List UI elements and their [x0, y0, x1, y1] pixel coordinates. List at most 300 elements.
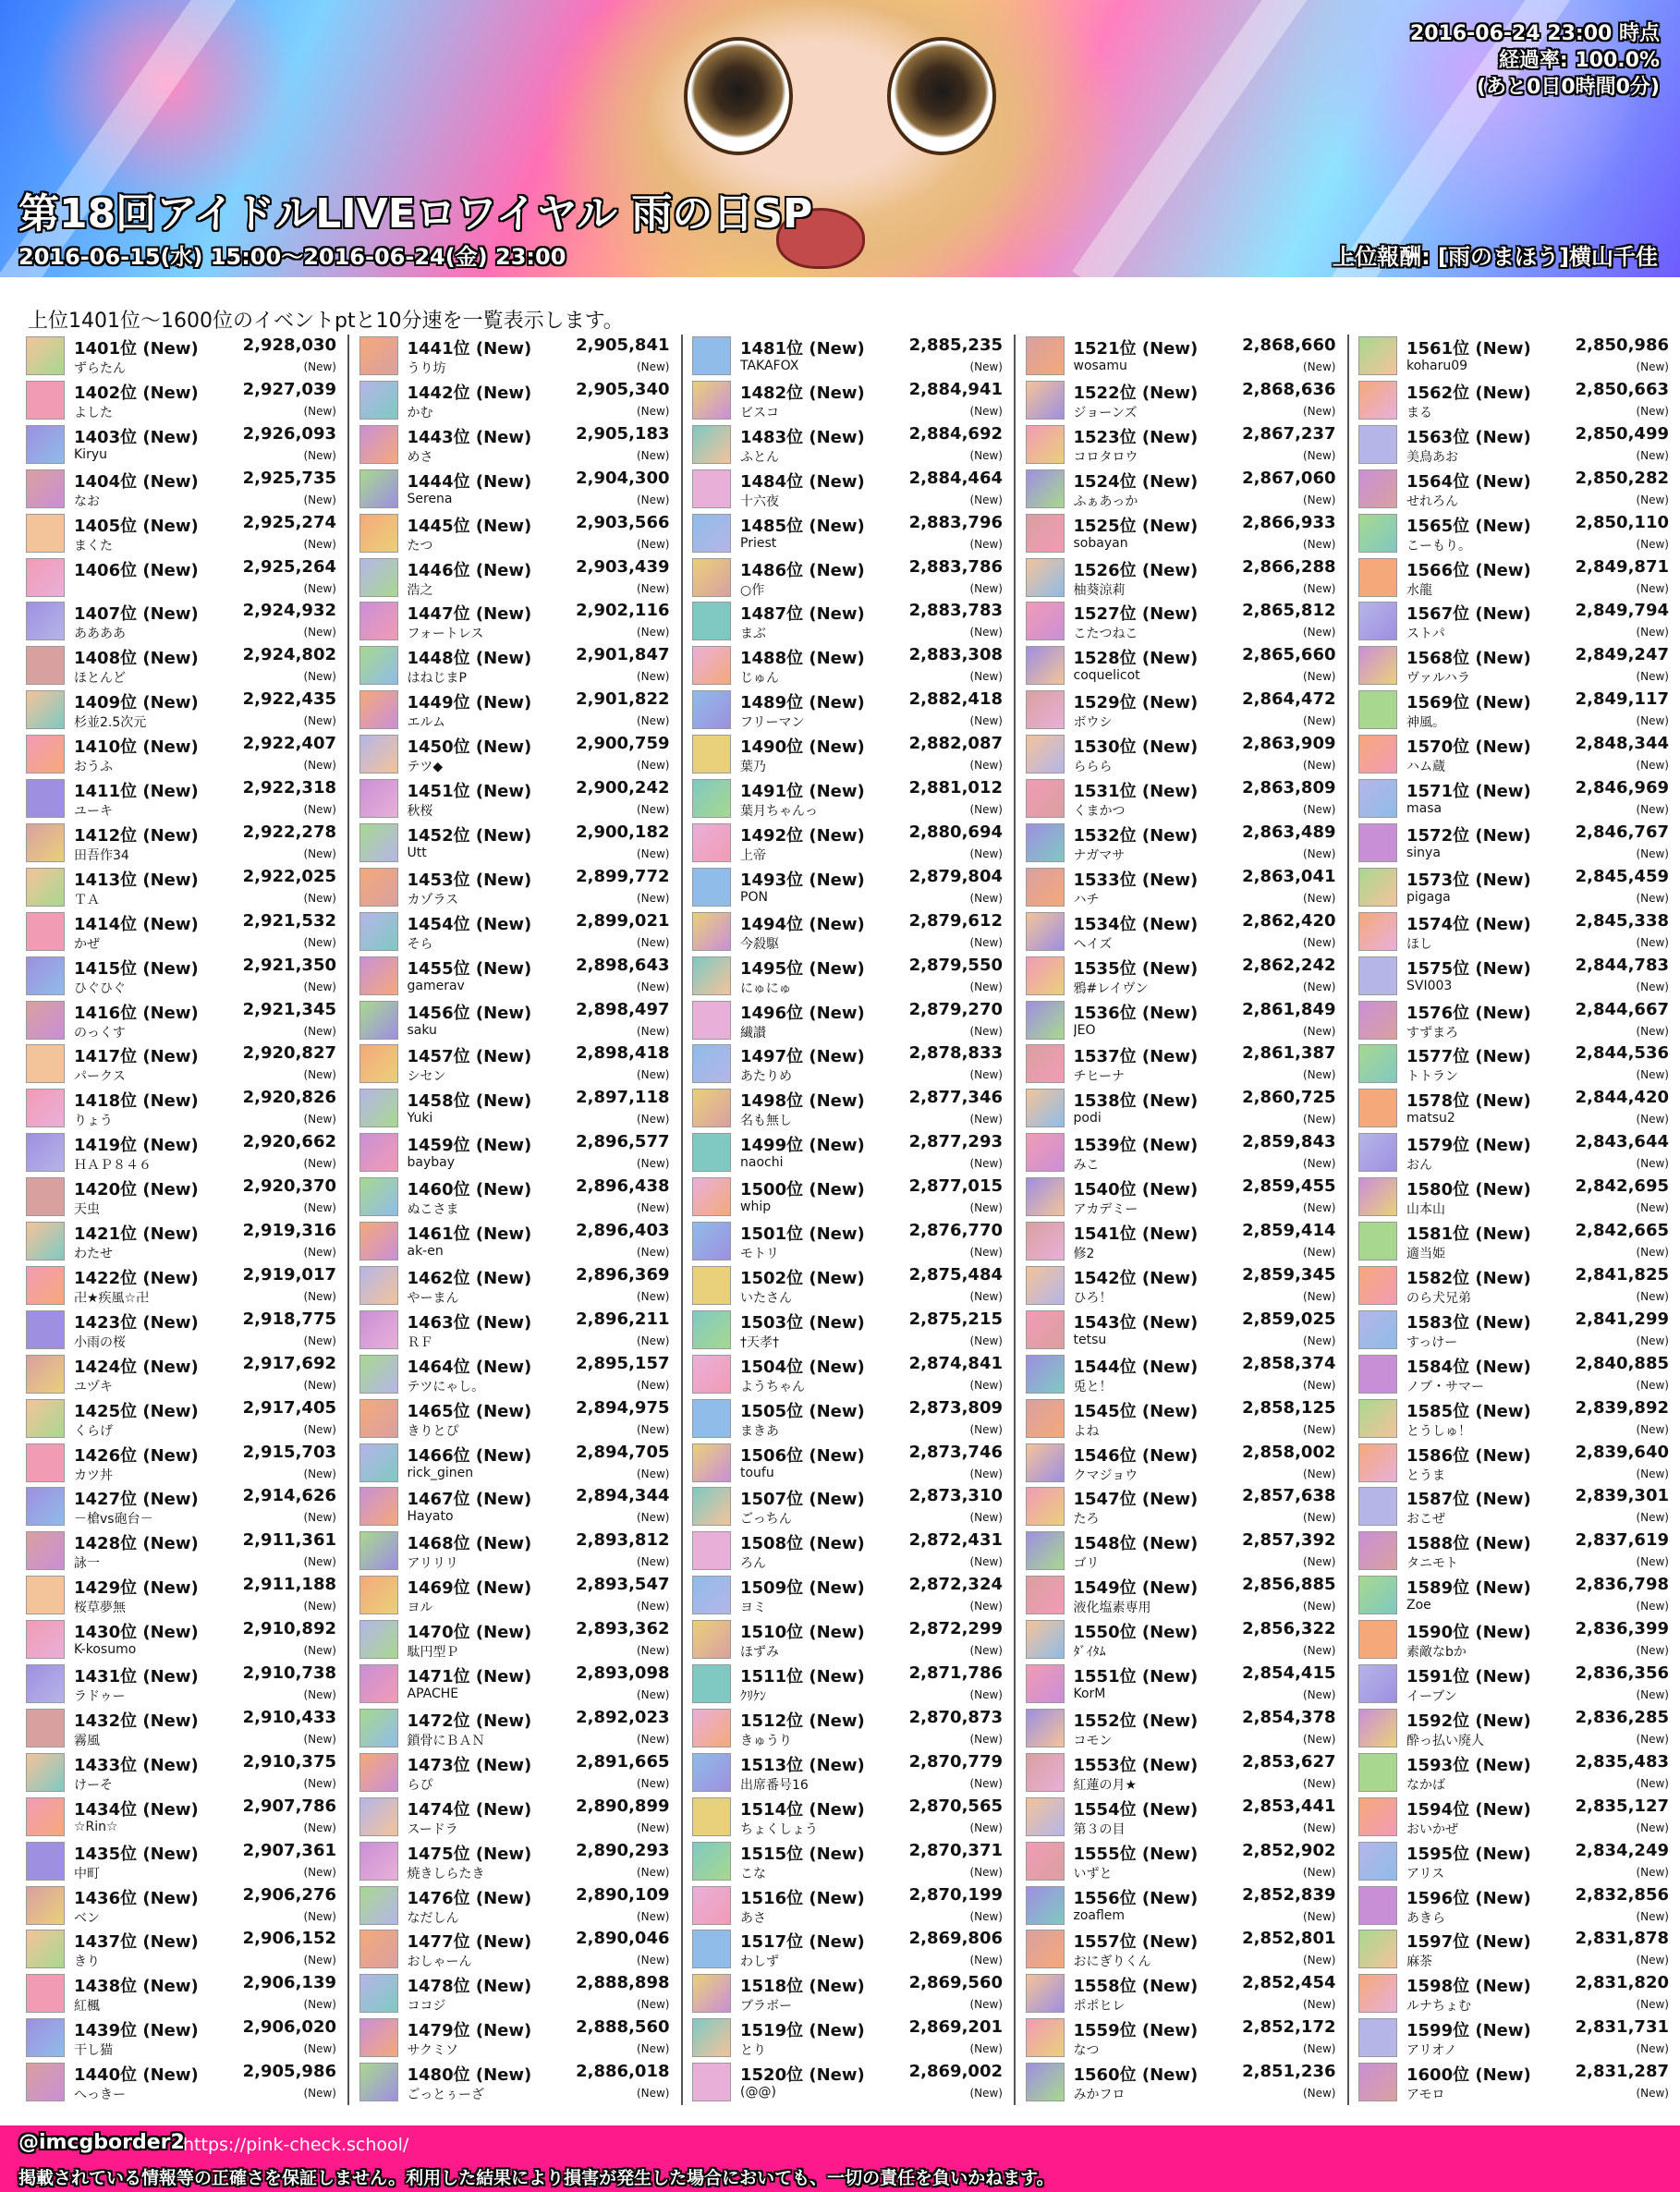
ranking-entry	[1355, 1442, 1674, 1486]
ranking-entry	[356, 423, 676, 468]
entry-points: 2,921,345	[242, 999, 336, 1019]
entry-points: 2,879,804	[908, 866, 1003, 886]
player-avatar	[692, 1443, 731, 1482]
entry-rank: 1426位 (New)	[74, 1445, 199, 1466]
entry-rank: 1540位 (New)	[1073, 1180, 1199, 1200]
entry-points: 2,914,626	[242, 1486, 336, 1506]
ranking-column	[22, 335, 342, 2105]
event-period: 2016-06-15(水) 15:00～2016-06-24(金) 23:00	[18, 244, 566, 270]
entry-points: 2,875,215	[908, 1309, 1003, 1329]
entry-rank: 1506位 (New)	[740, 1445, 865, 1466]
ranking-entry	[688, 733, 1008, 777]
ranking-entry	[356, 1397, 676, 1442]
player-avatar	[692, 646, 731, 685]
player-avatar	[1358, 1664, 1397, 1703]
ranking-entry	[1355, 335, 1674, 379]
player-name: なお	[74, 493, 100, 509]
entry-points: 2,857,638	[1242, 1486, 1336, 1506]
player-name: ＨＡＰ８４６	[74, 1158, 152, 1174]
entry-points: 2,890,109	[576, 1884, 670, 1905]
ranking-entry	[356, 1175, 676, 1220]
entry-rank: 1442位 (New)	[407, 383, 532, 403]
entry-rank: 1472位 (New)	[407, 1711, 532, 1731]
ranking-entry	[1355, 1087, 1674, 1131]
entry-points: 2,900,182	[576, 822, 670, 842]
ranking-entry	[22, 1751, 342, 1796]
entry-speed: (New)	[636, 360, 670, 373]
entry-speed: (New)	[1636, 714, 1669, 728]
player-name: 鎖骨にＢＡＮ	[407, 1733, 485, 1748]
player-avatar	[359, 1797, 398, 1836]
player-name: 第３の目	[1073, 1821, 1126, 1837]
entry-rank: 1583位 (New)	[1406, 1312, 1531, 1333]
entry-rank: 1435位 (New)	[74, 1844, 199, 1864]
ranking-entry	[1022, 777, 1342, 822]
entry-points: 2,869,806	[908, 1929, 1003, 1949]
player-avatar	[26, 1487, 65, 1526]
player-name: whip	[740, 1200, 772, 1215]
entry-speed: (New)	[1636, 493, 1669, 506]
entry-points: 2,865,660	[1242, 645, 1336, 665]
entry-speed: (New)	[303, 891, 336, 905]
player-name: クマジョウ	[1073, 1467, 1138, 1483]
entry-speed: (New)	[303, 1732, 336, 1746]
entry-rank: 1512位 (New)	[740, 1711, 865, 1731]
entry-speed: (New)	[1636, 1422, 1669, 1436]
entry-speed: (New)	[969, 1289, 1003, 1303]
entry-rank: 1589位 (New)	[1406, 1578, 1531, 1599]
player-name: coquelicot	[1073, 668, 1140, 684]
entry-rank: 1425位 (New)	[74, 1401, 199, 1421]
ranking-entry	[1022, 1884, 1342, 1929]
player-name: いたさん	[740, 1290, 792, 1306]
entry-rank: 1586位 (New)	[1406, 1445, 1531, 1466]
entry-speed: (New)	[1302, 1776, 1336, 1790]
entry-speed: (New)	[636, 1378, 670, 1392]
player-avatar	[359, 1974, 398, 2013]
entry-points: 2,850,663	[1575, 379, 1669, 399]
player-name: サクミソ	[407, 2043, 458, 2059]
entry-rank: 1420位 (New)	[74, 1180, 199, 1200]
player-name: 名も無し	[740, 1114, 792, 1129]
player-name: ベン	[74, 1910, 100, 1926]
entry-rank: 1529位 (New)	[1073, 693, 1199, 713]
entry-speed: (New)	[1636, 1511, 1669, 1525]
player-name: zoaflem	[1073, 1907, 1126, 1923]
ranking-columns	[22, 335, 1669, 2105]
entry-speed: (New)	[1636, 1821, 1669, 1834]
player-avatar	[359, 868, 398, 907]
entry-speed: (New)	[969, 1821, 1003, 1834]
ranking-entry	[1355, 2016, 1674, 2061]
ranking-entry	[22, 822, 342, 866]
entry-rank: 1570位 (New)	[1406, 737, 1531, 758]
entry-speed: (New)	[636, 1201, 670, 1215]
player-name: とうしゅ！	[1406, 1423, 1471, 1439]
ranking-entry	[688, 512, 1008, 556]
player-name: コモン	[1073, 1733, 1113, 1748]
player-avatar	[1026, 646, 1065, 685]
entry-points: 2,900,242	[576, 778, 670, 798]
player-avatar	[1026, 1620, 1065, 1659]
entry-rank: 1505位 (New)	[740, 1401, 865, 1421]
ranking-entry	[1355, 379, 1674, 423]
entry-rank: 1526位 (New)	[1073, 560, 1199, 580]
player-name: まる	[1406, 405, 1432, 420]
player-name: JEO	[1073, 1022, 1096, 1038]
player-avatar	[26, 1177, 65, 1216]
ranking-entry	[1355, 688, 1674, 733]
ranking-entry	[1355, 1662, 1674, 1707]
entry-points: 2,839,892	[1575, 1397, 1669, 1418]
entry-rank: 1518位 (New)	[740, 1977, 865, 1997]
player-name: ユーキ	[74, 804, 113, 819]
ranking-entry	[1022, 1042, 1342, 1087]
entry-rank: 1439位 (New)	[74, 2021, 199, 2041]
player-avatar	[359, 1487, 398, 1526]
entry-speed: (New)	[636, 537, 670, 551]
entry-rank: 1548位 (New)	[1073, 1534, 1199, 1554]
entry-points: 2,870,199	[908, 1884, 1003, 1905]
ranking-entry	[22, 379, 342, 423]
entry-speed: (New)	[1302, 1246, 1336, 1259]
entry-speed: (New)	[303, 846, 336, 860]
ranking-entry	[22, 2016, 342, 2061]
ranking-entry	[356, 1618, 676, 1662]
entry-points: 2,882,087	[908, 734, 1003, 754]
player-name: おこぜ	[1406, 1512, 1445, 1528]
entry-rank: 1410位 (New)	[74, 737, 199, 758]
ranking-entry	[22, 1397, 342, 1442]
entry-speed: (New)	[1302, 714, 1336, 728]
entry-rank: 1547位 (New)	[1073, 1490, 1199, 1510]
player-avatar	[1026, 1310, 1065, 1349]
entry-speed: (New)	[636, 2087, 670, 2101]
player-name: よね	[1073, 1423, 1100, 1439]
player-name: うり坊	[407, 361, 446, 376]
player-name: ようちゃん	[740, 1379, 805, 1394]
entry-rank: 1545位 (New)	[1073, 1401, 1199, 1421]
entry-speed: (New)	[969, 1201, 1003, 1215]
footer-bar	[0, 2125, 1680, 2192]
ranking-entry	[22, 733, 342, 777]
player-name: きりとぴ	[407, 1423, 459, 1439]
player-avatar	[692, 1753, 731, 1792]
entry-rank: 1468位 (New)	[407, 1534, 532, 1554]
player-avatar	[1026, 469, 1065, 508]
entry-points: 2,925,264	[242, 556, 336, 577]
player-name: APACHE	[407, 1687, 459, 1701]
entry-speed: (New)	[969, 1068, 1003, 1082]
entry-speed: (New)	[1302, 537, 1336, 551]
ranking-entry	[356, 1972, 676, 2016]
player-name: なつ	[1073, 2043, 1100, 2059]
entry-speed: (New)	[1302, 1068, 1336, 1082]
player-avatar	[692, 956, 731, 995]
player-avatar	[1358, 912, 1397, 951]
entry-speed: (New)	[1302, 2087, 1336, 2101]
entry-points: 2,902,116	[576, 601, 670, 621]
player-avatar	[692, 469, 731, 508]
player-name: 酔っ払い廃人	[1406, 1733, 1484, 1748]
entry-speed: (New)	[1636, 1909, 1669, 1923]
entry-rank: 1515位 (New)	[740, 1844, 865, 1864]
player-name: ハチ	[1073, 892, 1100, 907]
entry-points: 2,884,692	[908, 423, 1003, 444]
ranking-entry	[1022, 1574, 1342, 1618]
player-name: 柚葵涼莉	[1073, 582, 1126, 598]
intro-text: 上位1401位～1600位のイベントptと10分速を一覧表示します。	[28, 310, 624, 333]
player-name: 卍★疾風☆卍	[74, 1290, 150, 1306]
entry-points: 2,849,871	[1575, 556, 1669, 577]
entry-rank: 1434位 (New)	[74, 1799, 199, 1820]
player-avatar	[26, 381, 65, 420]
entry-speed: (New)	[636, 1732, 670, 1746]
player-name: ずらたん	[74, 361, 126, 376]
ranking-entry	[688, 1796, 1008, 1840]
entry-speed: (New)	[1302, 1821, 1336, 1834]
entry-speed: (New)	[636, 1113, 670, 1126]
entry-speed: (New)	[969, 846, 1003, 860]
ranking-entry	[22, 2061, 342, 2105]
progress-rate: 経過率: 100.0%	[1498, 49, 1660, 72]
player-name: 出席番号16	[740, 1777, 809, 1793]
entry-speed: (New)	[1302, 935, 1336, 949]
entry-points: 2,831,878	[1575, 1929, 1669, 1949]
ranking-entry	[22, 1884, 342, 1929]
player-name: †天孝†	[740, 1334, 779, 1350]
entry-rank: 1546位 (New)	[1073, 1445, 1199, 1466]
player-name: かむ	[407, 405, 433, 420]
player-avatar	[26, 1266, 65, 1305]
entry-speed: (New)	[1302, 1954, 1336, 1967]
entry-speed: (New)	[636, 980, 670, 993]
player-avatar	[1026, 1222, 1065, 1260]
player-name: フォートレス	[407, 627, 484, 642]
player-avatar	[26, 1443, 65, 1482]
entry-speed: (New)	[303, 360, 336, 373]
entry-speed: (New)	[303, 980, 336, 993]
entry-speed: (New)	[1636, 980, 1669, 993]
entry-rank: 1465位 (New)	[407, 1401, 532, 1421]
entry-rank: 1541位 (New)	[1073, 1224, 1199, 1244]
entry-speed: (New)	[636, 891, 670, 905]
entry-rank: 1417位 (New)	[74, 1047, 199, 1067]
player-name: 十六夜	[740, 493, 779, 509]
entry-rank: 1459位 (New)	[407, 1136, 532, 1156]
site-url-link[interactable]: https://pink-check.school/	[183, 2135, 409, 2155]
entry-rank: 1497位 (New)	[740, 1047, 865, 1067]
ranking-entry	[1022, 1618, 1342, 1662]
ranking-entry	[22, 1529, 342, 1574]
player-name: ビスコ	[740, 405, 779, 420]
entry-speed: (New)	[303, 537, 336, 551]
entry-rank: 1456位 (New)	[407, 1003, 532, 1023]
player-name: よした	[74, 405, 113, 420]
player-name: すずまろ	[1406, 1025, 1459, 1041]
entry-points: 2,840,885	[1575, 1353, 1669, 1373]
player-name: 今殺駆	[740, 936, 779, 952]
entry-speed: (New)	[636, 1865, 670, 1879]
ranking-entry	[688, 1397, 1008, 1442]
player-avatar	[359, 1620, 398, 1659]
player-name: にゅにゅ	[740, 980, 792, 996]
player-avatar	[1358, 1709, 1397, 1748]
entry-speed: (New)	[636, 759, 670, 773]
player-avatar	[1026, 1531, 1065, 1570]
entry-points: 2,850,110	[1575, 512, 1669, 532]
entry-points: 2,842,695	[1575, 1176, 1669, 1197]
player-name: ぬこさま	[407, 1202, 459, 1218]
player-name: ヘイズ	[1073, 936, 1113, 952]
entry-points: 2,852,839	[1242, 1884, 1336, 1905]
entry-points: 2,905,841	[576, 335, 670, 355]
player-name: ほし	[1406, 936, 1432, 952]
entry-points: 2,896,211	[576, 1309, 670, 1329]
player-avatar	[1358, 1266, 1397, 1305]
ranking-entry	[1022, 1397, 1342, 1442]
ranking-entry	[1355, 1618, 1674, 1662]
ranking-entry	[356, 1884, 676, 1929]
ranking-entry	[22, 1796, 342, 1840]
entry-points: 2,869,201	[908, 2017, 1003, 2038]
player-avatar	[1358, 1974, 1397, 2013]
player-avatar	[359, 823, 398, 862]
entry-speed: (New)	[1636, 1113, 1669, 1126]
entry-rank: 1408位 (New)	[74, 649, 199, 669]
player-name: アモロ	[1406, 2088, 1445, 2103]
entry-rank: 1492位 (New)	[740, 825, 865, 846]
entry-speed: (New)	[303, 581, 336, 595]
entry-points: 2,920,370	[242, 1176, 336, 1197]
entry-rank: 1480位 (New)	[407, 2065, 532, 2086]
player-name: podi	[1073, 1111, 1102, 1126]
ranking-entry	[356, 910, 676, 955]
entry-speed: (New)	[303, 670, 336, 684]
ranking-entry	[1022, 688, 1342, 733]
entry-points: 2,844,536	[1575, 1043, 1669, 1064]
entry-points: 2,861,849	[1242, 999, 1336, 1019]
entry-rank: 1493位 (New)	[740, 870, 865, 890]
player-avatar	[26, 1355, 65, 1394]
player-avatar	[26, 1399, 65, 1438]
player-avatar	[359, 469, 398, 508]
entry-points: 2,863,909	[1242, 734, 1336, 754]
entry-speed: (New)	[636, 1333, 670, 1347]
entry-rank: 1571位 (New)	[1406, 782, 1531, 801]
entry-rank: 1464位 (New)	[407, 1357, 532, 1377]
entry-speed: (New)	[969, 803, 1003, 816]
ranking-entry	[1022, 600, 1342, 644]
ranking-entry	[688, 379, 1008, 423]
entry-speed: (New)	[636, 626, 670, 639]
entry-speed: (New)	[1636, 1954, 1669, 1967]
player-avatar	[692, 1089, 731, 1127]
entry-rank: 1484位 (New)	[740, 471, 865, 492]
entry-rank: 1502位 (New)	[740, 1268, 865, 1288]
entry-points: 2,832,856	[1575, 1884, 1669, 1905]
ranking-entry	[688, 1442, 1008, 1486]
entry-speed: (New)	[1302, 1024, 1336, 1038]
entry-rank: 1446位 (New)	[407, 560, 532, 580]
entry-rank: 1460位 (New)	[407, 1180, 532, 1200]
entry-points: 2,851,236	[1242, 2062, 1336, 2082]
player-avatar	[359, 1531, 398, 1570]
entry-points: 2,894,705	[576, 1442, 670, 1462]
player-avatar	[1026, 1399, 1065, 1438]
player-name: rick_ginen	[407, 1465, 474, 1480]
entry-rank: 1543位 (New)	[1073, 1312, 1199, 1333]
entry-points: 2,865,812	[1242, 601, 1336, 621]
entry-points: 2,890,293	[576, 1840, 670, 1860]
entry-rank: 1527位 (New)	[1073, 604, 1199, 625]
player-avatar	[359, 1177, 398, 1216]
player-avatar	[692, 912, 731, 951]
player-name: ハム蔵	[1406, 760, 1445, 775]
player-name: ＲＦ	[407, 1334, 433, 1350]
player-name: (@@)	[740, 2085, 776, 2101]
entry-speed: (New)	[969, 448, 1003, 462]
player-name: めさ	[407, 449, 433, 465]
player-name: sobayan	[1073, 535, 1128, 551]
entry-rank: 1418位 (New)	[74, 1091, 199, 1112]
entry-rank: 1503位 (New)	[740, 1312, 865, 1333]
entry-rank: 1537位 (New)	[1073, 1047, 1199, 1067]
player-name: とり	[740, 2043, 766, 2059]
ranking-entry	[356, 1220, 676, 1264]
entry-rank: 1494位 (New)	[740, 914, 865, 934]
entry-speed: (New)	[303, 1289, 336, 1303]
ranking-entry	[356, 1353, 676, 1397]
entry-points: 2,877,346	[908, 1088, 1003, 1108]
entry-speed: (New)	[303, 1600, 336, 1614]
entry-points: 2,850,986	[1575, 335, 1669, 355]
entry-rank: 1592位 (New)	[1406, 1711, 1531, 1731]
ranking-entry	[22, 910, 342, 955]
entry-points: 2,879,270	[908, 999, 1003, 1019]
entry-points: 2,901,822	[576, 689, 670, 710]
ranking-entry	[1355, 1485, 1674, 1529]
entry-rank: 1531位 (New)	[1073, 782, 1199, 801]
player-name: テツにゃし。	[407, 1379, 485, 1394]
player-avatar	[26, 1222, 65, 1260]
player-name: ユヅキ	[74, 1379, 113, 1394]
player-avatar	[1358, 956, 1397, 995]
entry-points: 2,834,249	[1575, 1840, 1669, 1860]
player-avatar	[692, 1797, 731, 1836]
entry-rank: 1422位 (New)	[74, 1268, 199, 1288]
entry-rank: 1467位 (New)	[407, 1490, 532, 1510]
player-avatar	[359, 735, 398, 773]
twitter-handle-link[interactable]: @imcgborder2	[18, 2131, 185, 2154]
ranking-entry	[1355, 1042, 1674, 1087]
player-avatar	[1026, 1797, 1065, 1836]
player-name: ノブ・サマー	[1406, 1379, 1484, 1394]
entry-points: 2,927,039	[242, 379, 336, 399]
entry-points: 2,854,378	[1242, 1707, 1336, 1727]
entry-points: 2,924,932	[242, 601, 336, 621]
entry-points: 2,903,439	[576, 556, 670, 577]
entry-points: 2,859,414	[1242, 1221, 1336, 1240]
entry-speed: (New)	[636, 1644, 670, 1658]
player-avatar	[1358, 1576, 1397, 1614]
entry-points: 2,922,407	[242, 734, 336, 754]
entry-speed: (New)	[636, 1821, 670, 1834]
entry-speed: (New)	[303, 1157, 336, 1171]
ranking-entry	[22, 1707, 342, 1751]
entry-rank: 1557位 (New)	[1073, 1932, 1199, 1953]
entry-rank: 1533位 (New)	[1073, 870, 1199, 890]
